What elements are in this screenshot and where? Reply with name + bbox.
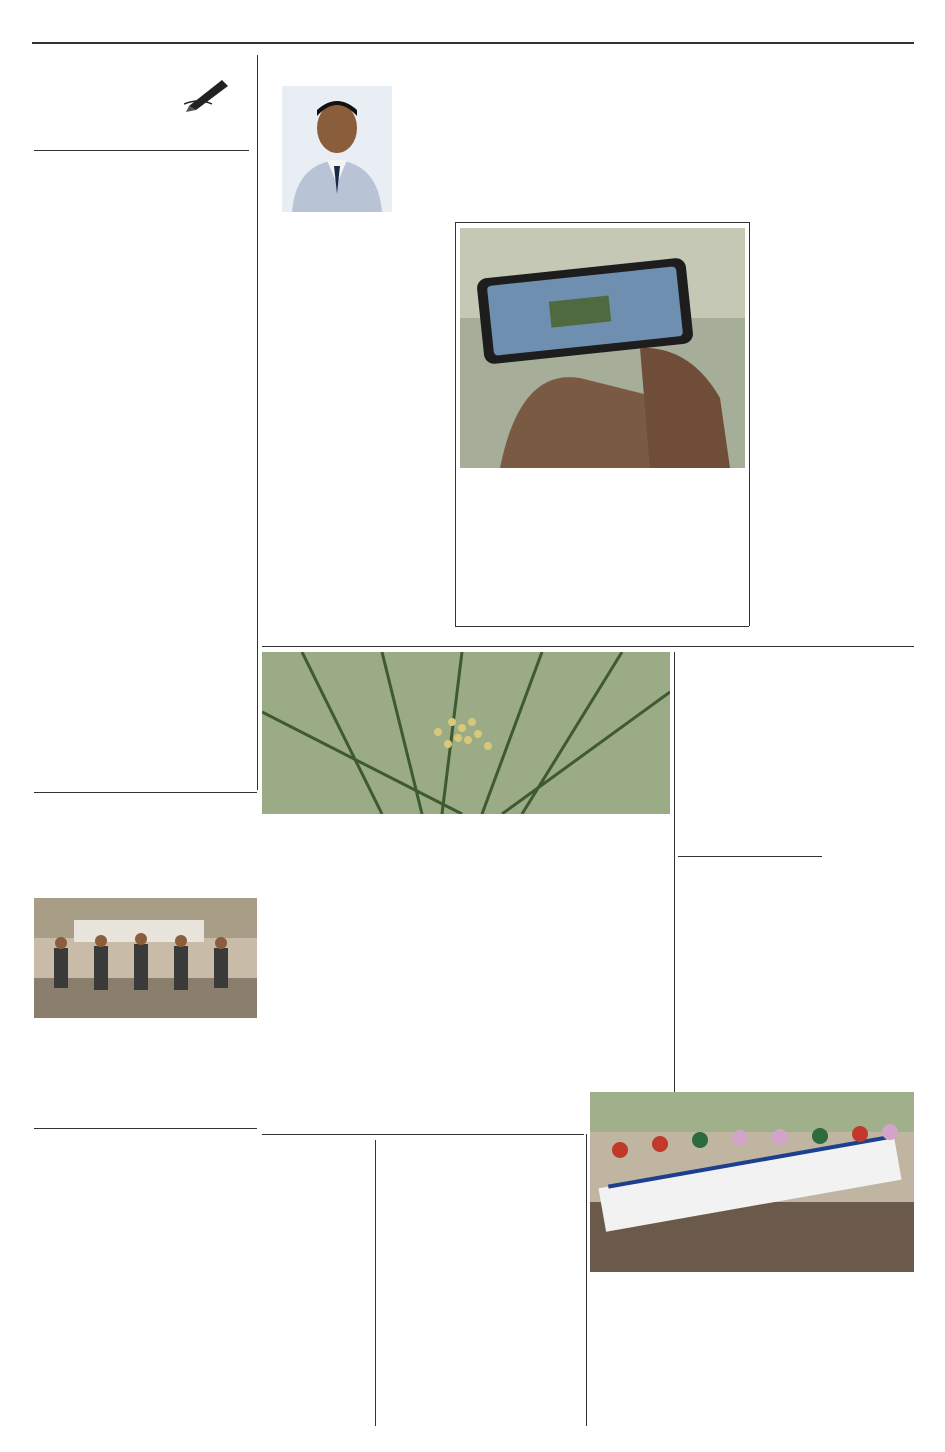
left-col-rule bbox=[257, 55, 258, 790]
pen-icon bbox=[184, 74, 234, 114]
opinion-photo bbox=[460, 228, 745, 468]
editorial-body-3 bbox=[34, 750, 249, 790]
pull-quote-box-left bbox=[455, 222, 456, 626]
human-chain-photo bbox=[590, 1092, 914, 1272]
fire-body bbox=[380, 1196, 584, 1426]
fire-right-rule bbox=[586, 1134, 587, 1426]
dates-body-col-1 bbox=[262, 908, 392, 1128]
pull-quote bbox=[460, 476, 745, 622]
human-chain-body-1 bbox=[590, 1316, 748, 1434]
editorial-label-rule bbox=[34, 150, 249, 151]
tin-distribution-photo bbox=[34, 898, 257, 1018]
header-rule bbox=[32, 42, 914, 44]
lower-mid-rule bbox=[262, 1134, 584, 1135]
opinion-bottom-rule bbox=[262, 646, 914, 647]
editorial-box bbox=[34, 78, 249, 790]
agri-top-rule bbox=[34, 1128, 257, 1129]
college-body bbox=[262, 1202, 372, 1426]
road-body bbox=[34, 848, 257, 894]
tin-body bbox=[34, 1084, 257, 1124]
opinion-right-body bbox=[756, 55, 916, 615]
opinion-body-col-4 bbox=[457, 630, 747, 644]
editorial-body-2 bbox=[158, 318, 249, 748]
page-header bbox=[0, 0, 945, 48]
author-photo bbox=[282, 86, 392, 212]
college-fire-rule bbox=[375, 1140, 376, 1426]
dates-body-col-2 bbox=[398, 898, 528, 1128]
human-chain-body-2 bbox=[756, 1306, 914, 1434]
road-top-rule bbox=[34, 792, 257, 793]
editorial-callout bbox=[34, 318, 150, 748]
opinion-body-col-1 bbox=[262, 222, 454, 614]
pull-quote-box-bottom bbox=[455, 626, 749, 627]
agri-body bbox=[34, 1186, 257, 1426]
pull-quote-box-right bbox=[749, 222, 750, 626]
pull-quote-box-top bbox=[455, 222, 749, 223]
editorial-body bbox=[34, 211, 249, 307]
